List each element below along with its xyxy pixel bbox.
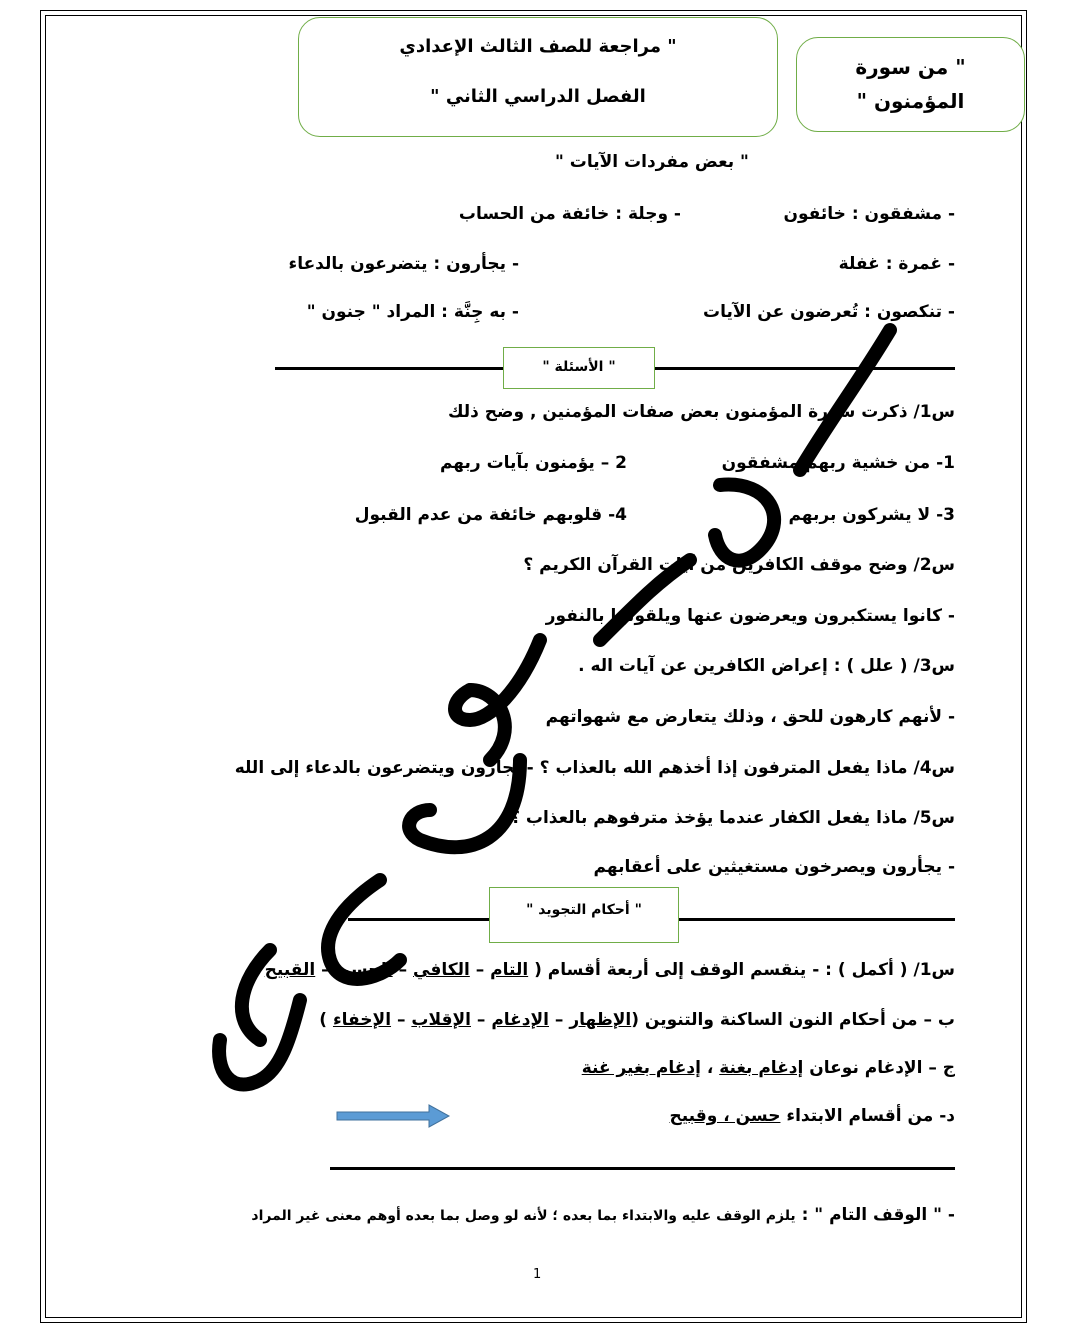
ibtida-types: حسن ، وقبيح — [669, 1106, 781, 1126]
tajweed-q1-suffix: ) — [250, 960, 265, 980]
page-number: 1 — [533, 1267, 542, 1282]
waqf-type-4: القبيح — [264, 960, 316, 980]
dash: – — [469, 960, 491, 980]
tajweed-d — [669, 1106, 955, 1126]
q5-answer: - يجأرون ويصرخون مستغيثين على أعقابهم — [593, 857, 955, 877]
surah-line-2: المؤمنون " — [856, 89, 965, 113]
bottom-divider — [330, 1167, 955, 1170]
q3-answer: - لأنهم كارهون للحق ، وذلك يتعارض مع شهواتهم — [545, 707, 955, 727]
surah-box — [796, 37, 1025, 132]
tajweed-q1-prefix: س1/ ( أكمل ) : - ينقسم الوقف إلى أربعة أقسام ( — [528, 960, 955, 980]
vocab-row1-a: - مشفقون : خائفون — [783, 204, 955, 224]
waqf-type-3: الحسن — [335, 960, 393, 980]
q1-answer-1: 1- من خشية ربهم مشفقون — [721, 453, 955, 473]
noon-rule-4: الإخفاء — [332, 1010, 392, 1030]
vocab-row1-b: - وجلة : خائفة من الحساب — [458, 204, 681, 224]
title-line-1: " مراجعة للصف الثالث الإعدادي — [399, 36, 677, 57]
tajweed-d-prefix: د- من أقسام الابتداء — [780, 1106, 955, 1126]
question-1: س1/ ذكرت سورة المؤمنون بعض صفات المؤمنين , وضح ذلك — [447, 402, 955, 422]
q1-answer-4: 4- قلوبهم خائفة من عدم القبول — [354, 505, 627, 525]
tajweed-label: " أحكام التجويد " — [489, 887, 679, 943]
tajweed-b — [319, 1010, 955, 1030]
question-2: س2/ وضح موقف الكافرين من آيات القرآن الكريم ؟ — [523, 555, 955, 575]
vocab-row2-b: - يجأرون : يتضرعون بالدعاء — [288, 254, 519, 274]
q1-answer-2: 2 – يؤمنون بآيات ربهم — [439, 453, 627, 473]
q2-answer: - كانوا يستكبرون ويعرضون عنها ويلقونها بالنفور — [545, 606, 955, 626]
vocab-row3-b: - به جِنَّة : المراد " جنون " — [306, 302, 519, 322]
idgham-type-1: إدغام بغنة — [719, 1058, 804, 1078]
dash: – — [549, 1010, 570, 1030]
tajweed-b-suffix: ) — [319, 1010, 333, 1030]
waqf-note-title: - " الوقف التام " : — [795, 1205, 955, 1225]
q1-answer-3: 3- لا يشركون بربهم — [788, 505, 955, 525]
waqf-type-2: الكافي — [413, 960, 470, 980]
dash: – — [470, 1010, 492, 1030]
vocab-row2-a: - غمرة : غفلة — [838, 254, 955, 274]
vocab-row3-a: - تنكصون : تُعرضون عن الآيات — [703, 302, 955, 322]
waqf-note — [251, 1205, 955, 1225]
title-box — [298, 17, 778, 137]
tajweed-b-prefix: ب – من أحكام النون الساكنة والتنوين ( — [631, 1010, 955, 1030]
idgham-type-2: إدغام بغير غنة — [581, 1058, 701, 1078]
noon-rule-3: الإقلاب — [411, 1010, 471, 1030]
noon-rule-2: الإدغام — [491, 1010, 549, 1030]
right-arrow-icon — [335, 1103, 451, 1129]
dash: – — [392, 960, 413, 980]
question-5: س5/ ماذا يفعل الكفار عندما يؤخذ مترفوهم بالعذاب ؟ — [510, 808, 955, 828]
waqf-note-text: يلزم الوقف عليه والابتداء بما بعده ؛ لأنه لو وصل بما بعده أوهم معنى غير المراد — [251, 1208, 796, 1224]
dash: – — [391, 1010, 412, 1030]
waqf-type-1: التام — [490, 960, 529, 980]
question-3: س3/ ( علل ) : إعراض الكافرين عن آيات اله . — [578, 656, 955, 676]
tajweed-c-sep: ، — [700, 1058, 720, 1078]
tajweed-c-prefix: ج – الإدغام نوعان — [803, 1058, 955, 1078]
title-line-2: الفصل الدراسي الثاني " — [430, 86, 646, 107]
question-4: س4/ ماذا يفعل المترفون إذا أخذهم الله بالعذاب ؟ - يجأرون ويتضرعون بالدعاء إلى الله — [234, 758, 955, 778]
vocab-heading: " بعض مفردات الآيات " — [555, 152, 749, 172]
surah-line-1: " من سورة — [855, 55, 966, 79]
tajweed-q1 — [251, 960, 955, 980]
dash: – — [315, 960, 336, 980]
questions-label: " الأسئلة " — [503, 347, 655, 389]
tajweed-c — [582, 1058, 955, 1078]
noon-rule-1: الإظهار — [569, 1010, 632, 1030]
